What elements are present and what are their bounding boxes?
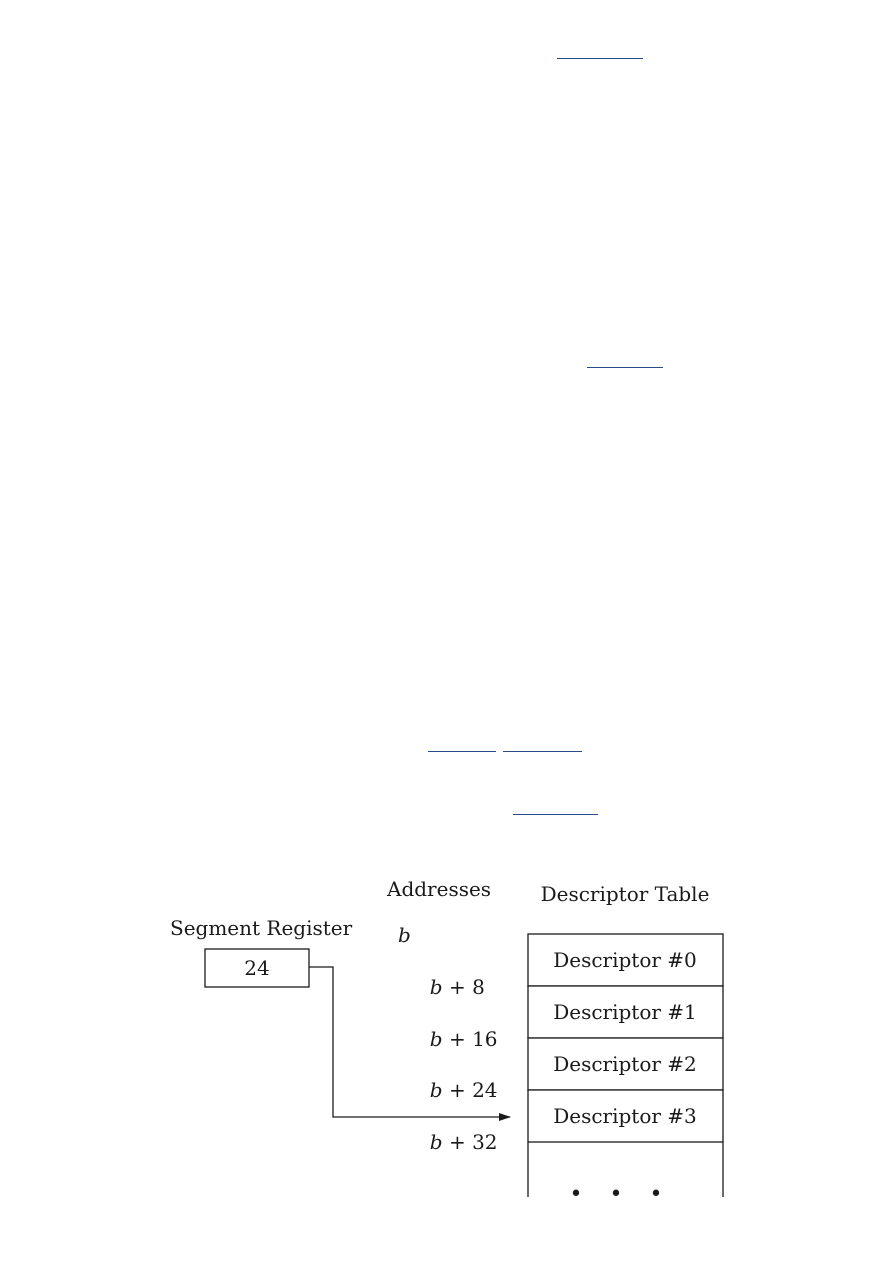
- address-item: b + 8: [429, 975, 485, 999]
- descriptor-label-0: Descriptor #0: [553, 948, 697, 972]
- descriptor-label-2: Descriptor #2: [553, 1052, 697, 1076]
- address-item: b + 24: [429, 1078, 498, 1102]
- addresses-label: Addresses: [387, 877, 492, 901]
- descriptor-continuation-dots: • • •: [569, 1182, 673, 1207]
- address-item: b + 32: [429, 1130, 498, 1154]
- address-item: b + 16: [429, 1027, 498, 1051]
- descriptor-label-3: Descriptor #3: [553, 1104, 697, 1128]
- segment-register-value: 24: [244, 956, 270, 980]
- descriptor-table-label: Descriptor Table: [540, 882, 710, 906]
- address-item: b: [398, 923, 411, 947]
- segment-register-label: Segment Register: [170, 916, 353, 940]
- descriptor-label-1: Descriptor #1: [553, 1000, 697, 1024]
